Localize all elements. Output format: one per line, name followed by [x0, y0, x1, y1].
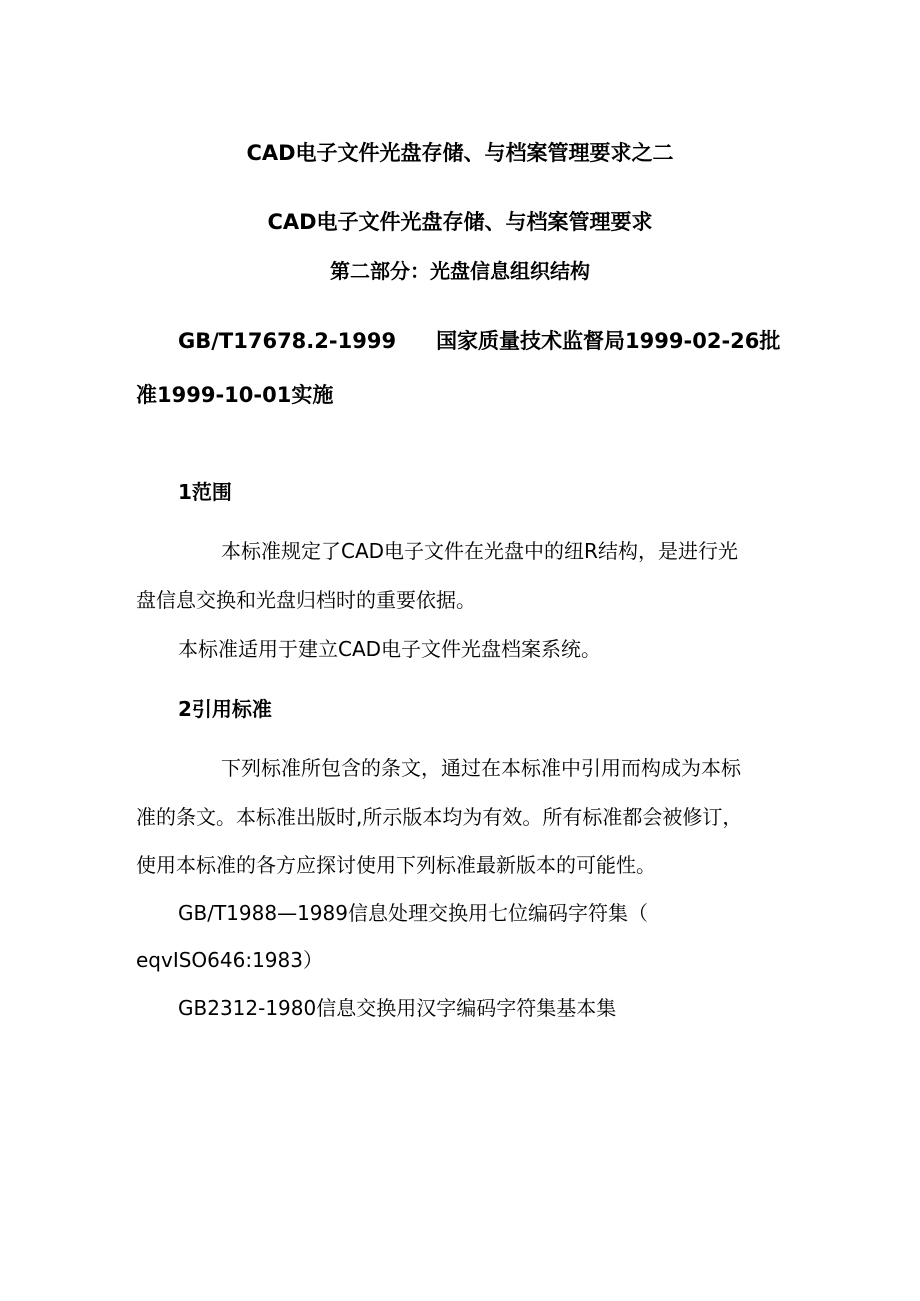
scope-paragraph-2: 本标准适用于建立CAD电子文件光盘档案系统。	[178, 637, 602, 661]
section-heading-scope: 1范围	[178, 480, 232, 504]
scope-paragraph-line-1: 本标准规定了CAD电子文件在光盘中的纽R结构，是进行光	[221, 539, 738, 563]
reference-item-2: GB2312-1980信息交换用汉字编码字符集基本集	[178, 996, 617, 1020]
references-paragraph-line-3: 使用本标准的各方应探讨使用下列标准最新版本的可能性。	[136, 853, 656, 877]
document-subtitle: CAD电子文件光盘存储、与档案管理要求	[267, 210, 653, 234]
references-paragraph-line-2: 准的条文。本标准出版时,所示版本均为有效。所有标准都会被修订，	[136, 805, 743, 829]
reference-item-1-line-2: eqvISO646:1983）	[136, 948, 323, 972]
document-title: CAD电子文件光盘存储、与档案管理要求之二	[246, 141, 674, 165]
references-paragraph-line-1: 下列标准所包含的条文，通过在本标准中引用而构成为本标	[221, 756, 741, 780]
approval-text-continued: 准1999-10-01实施	[136, 383, 334, 407]
standard-code: GB/T17678.2-1999	[178, 329, 397, 353]
section-heading-references: 2引用标准	[178, 697, 272, 721]
standard-info-line	[178, 331, 780, 352]
reference-item-1-line-1: GB/T1988—1989信息处理交换用七位编码字符集（	[178, 901, 648, 925]
scope-paragraph-line-2: 盘信息交换和光盘归档时的重要依据。	[136, 588, 476, 612]
document-part-title: 第二部分：光盘信息组织结构	[330, 259, 590, 283]
approval-text: 国家质量技术监督局1999-02-26批	[436, 329, 781, 353]
